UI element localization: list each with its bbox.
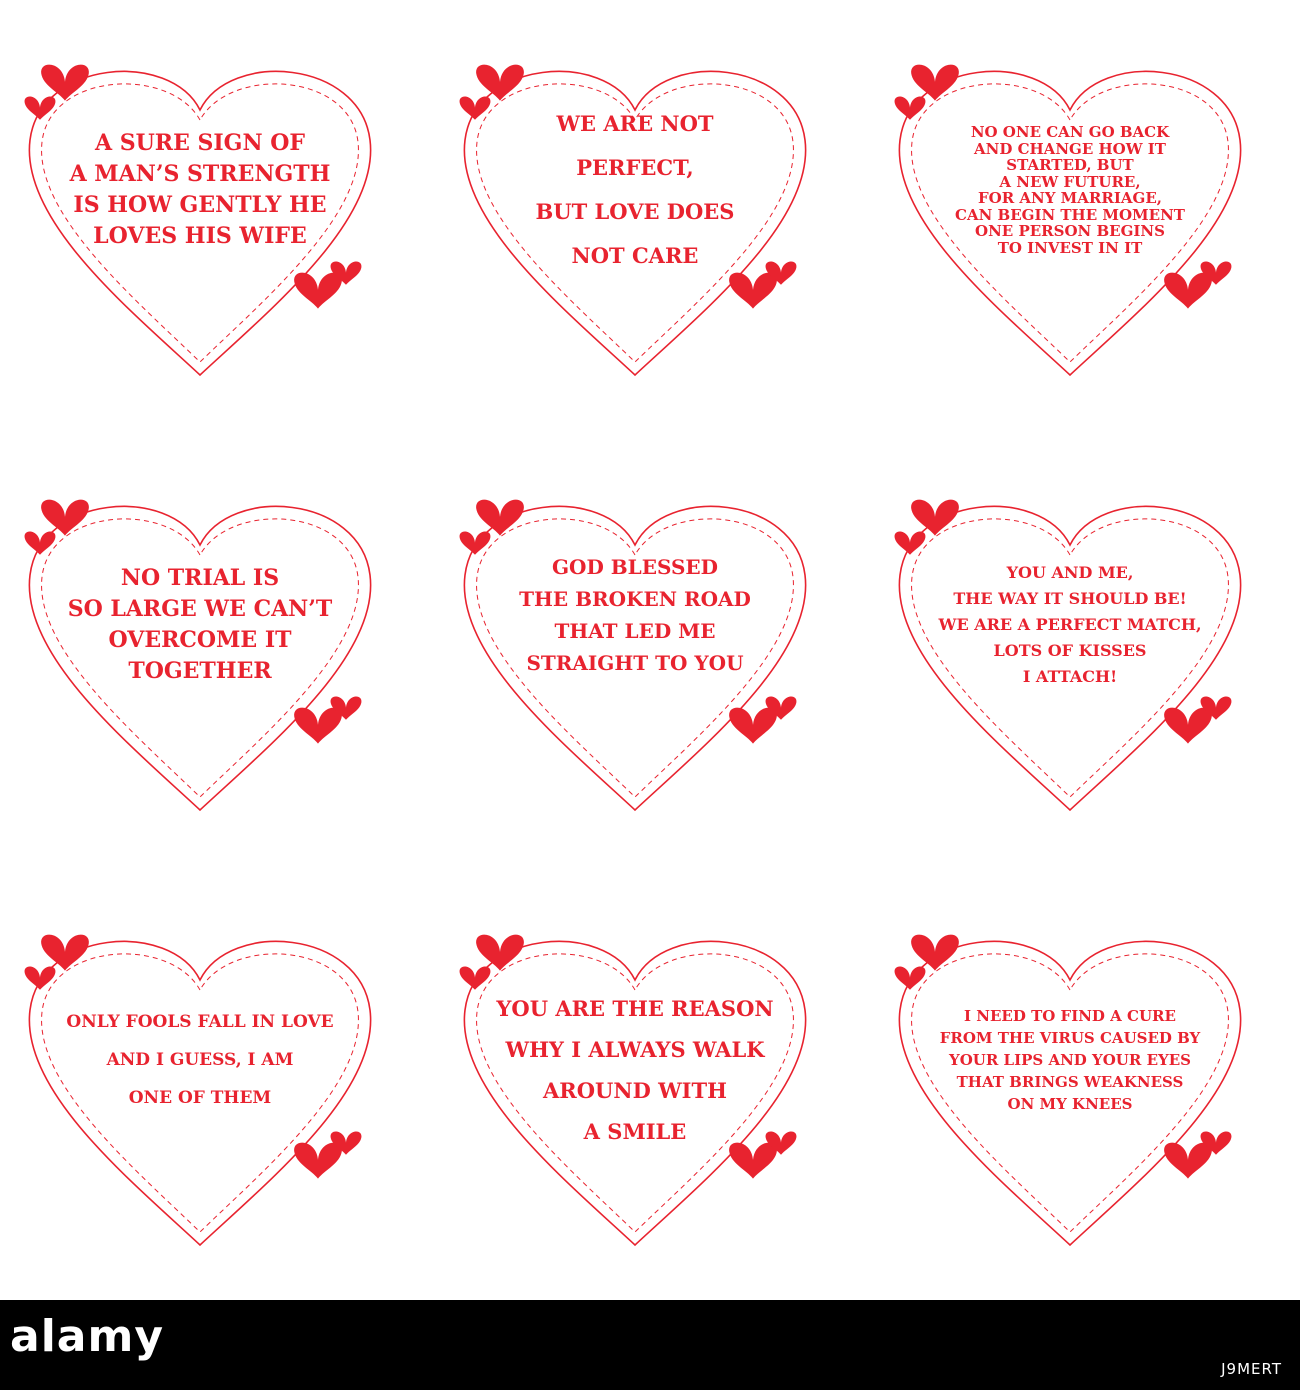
quote-text: I NEED TO FIND A CURE FROM THE VIRUS CAUSED BY YOUR LIPS AND YOUR EYES THAT BRINGS WEAKNESS ON MY KNEES [939,1007,1201,1113]
quote-text: NO TRIAL IS SO LARGE WE CAN’T OVERCOME IT TOGETHER [67,565,333,684]
small-heart-icon [25,97,56,120]
small-heart-icon [476,935,524,971]
watermark-banner [0,1300,1300,1390]
small-heart-icon [25,967,56,990]
heart-card-1 [20,50,380,380]
small-heart-icon [895,532,926,555]
small-heart-icon [460,97,491,120]
small-heart-icon [25,532,56,555]
small-heart-icon [460,967,491,990]
heart-card-7 [20,920,380,1250]
quote-text: NO ONE CAN GO BACK AND CHANGE HOW IT STARTED, BUT A NEW FUTURE, FOR ANY MARRIAGE, CAN BEGIN THE MOMENT ONE PERSON BEGINS TO INVEST IN IT [955,123,1185,257]
small-heart-icon [895,97,926,120]
heart-card-4 [20,485,380,815]
heart-card-6 [890,485,1250,815]
quote-text: YOU AND ME, THE WAY IT SHOULD BE! WE ARE A PERFECT MATCH, LOTS OF KISSES I ATTACH! [938,563,1202,686]
heart-card-9 [890,920,1250,1250]
quote-text: A SURE SIGN OF A MAN’S STRENGTH IS HOW GENTLY HE LOVES HIS WIFE [69,130,331,249]
heart-card-8 [455,920,815,1250]
small-heart-icon [460,532,491,555]
quote-text: ONLY FOOLS FALL IN LOVE AND I GUESS, I AM ONE OF THEM [66,1012,334,1108]
small-heart-icon [895,967,926,990]
heart-card-2 [455,50,815,380]
quote-text: GOD BLESSED THE BROKEN ROAD THAT LED ME STRAIGHT TO YOU [519,555,751,675]
brand-logo: alamy [10,1311,164,1362]
heart-card-5 [455,485,815,815]
heart-card-3 [890,50,1250,380]
image-id: J9MERT [1221,1360,1282,1378]
quote-text: WE ARE NOT PERFECT, BUT LOVE DOES NOT CARE [535,111,735,268]
quote-text: YOU ARE THE REASON WHY I ALWAYS WALK AROUND WITH A SMILE [496,996,774,1144]
